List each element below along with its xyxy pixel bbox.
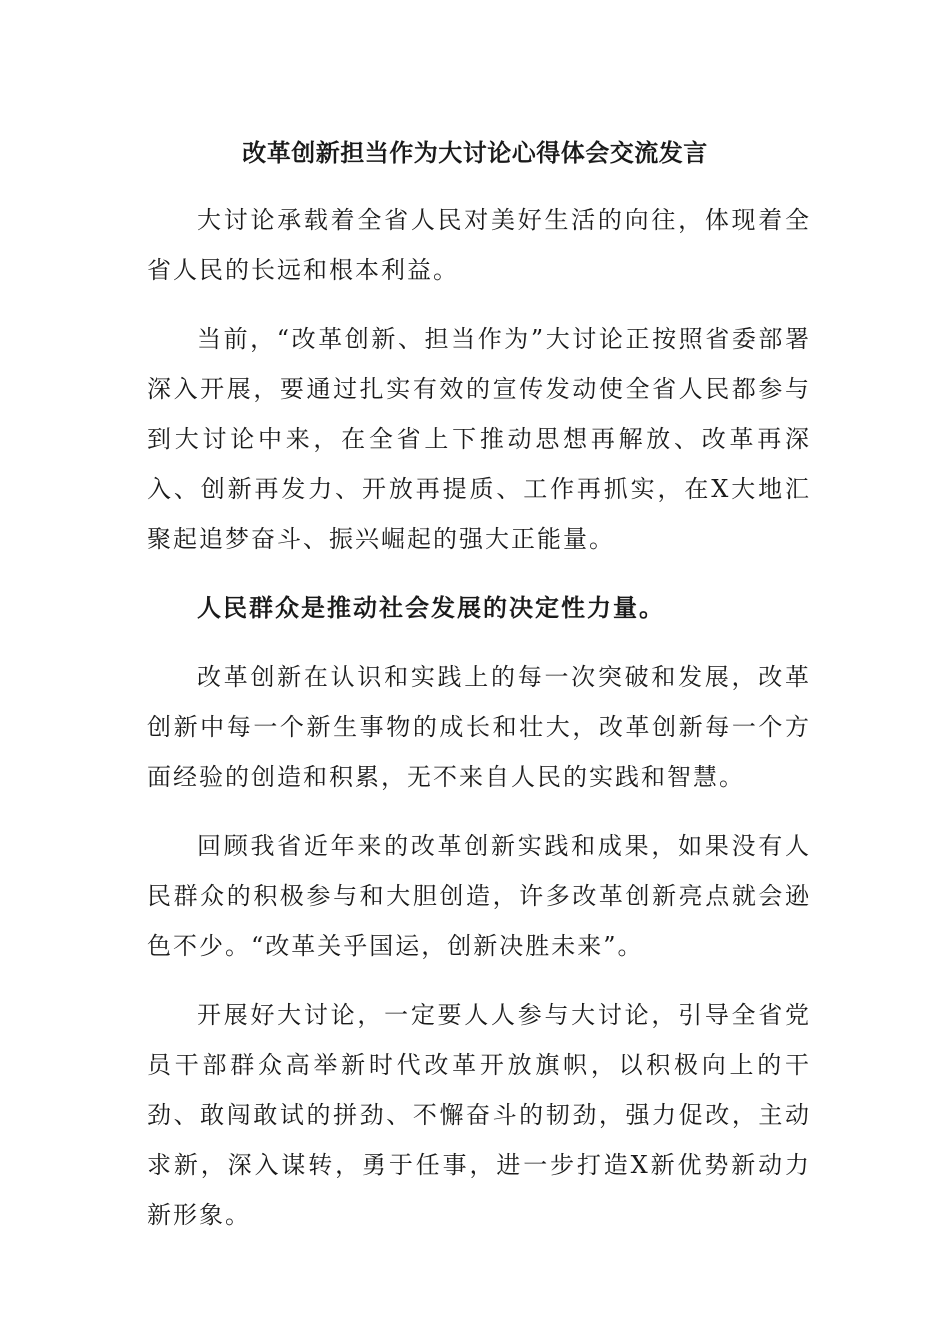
paragraph-5: 开展好大讨论，一定要人人参与大讨论，引导全省党员干部群众高举新时代改革开放旗帜，以积极向上的干劲、敢闯敢试的拼劲、不懈奋斗的韧劲，强力促改，主动求新，深入谋转，勇于任事，进一步打造X新优势新动力新形象。 [147,1001,811,1229]
paragraph-4: 回顾我省近年来的改革创新实践和成果，如果没有人民群众的积极参与和大胆创造，许多改革创新亮点就会逊色不少。“改革关乎国运，创新决胜未来”。 [147,832,811,960]
section-heading: 人民群众是推动社会发展的决定性力量。 [197,593,665,622]
document-body [147,195,811,1240]
document-title: 改革创新担当作为大讨论心得体会交流发言 [242,138,708,167]
paragraph-1: 大讨论承载着全省人民对美好生活的向往，体现着全省人民的长远和根本利益。 [147,206,811,284]
paragraph-2: 当前，“改革创新、担当作为”大讨论正按照省委部署深入开展，要通过扎实有效的宣传发动使全省人民都参与到大讨论中来，在全省上下推动思想再解放、改革再深入、创新再发力、开放再提质、工作再抓实，在X大地汇聚起追梦奋斗、振兴崛起的强大正能量。 [147,325,811,553]
paragraph-3: 改革创新在认识和实践上的每一次突破和发展，改革创新中每一个新生事物的成长和壮大，改革创新每一个方面经验的创造和积累，无不来自人民的实践和智慧。 [147,663,811,791]
